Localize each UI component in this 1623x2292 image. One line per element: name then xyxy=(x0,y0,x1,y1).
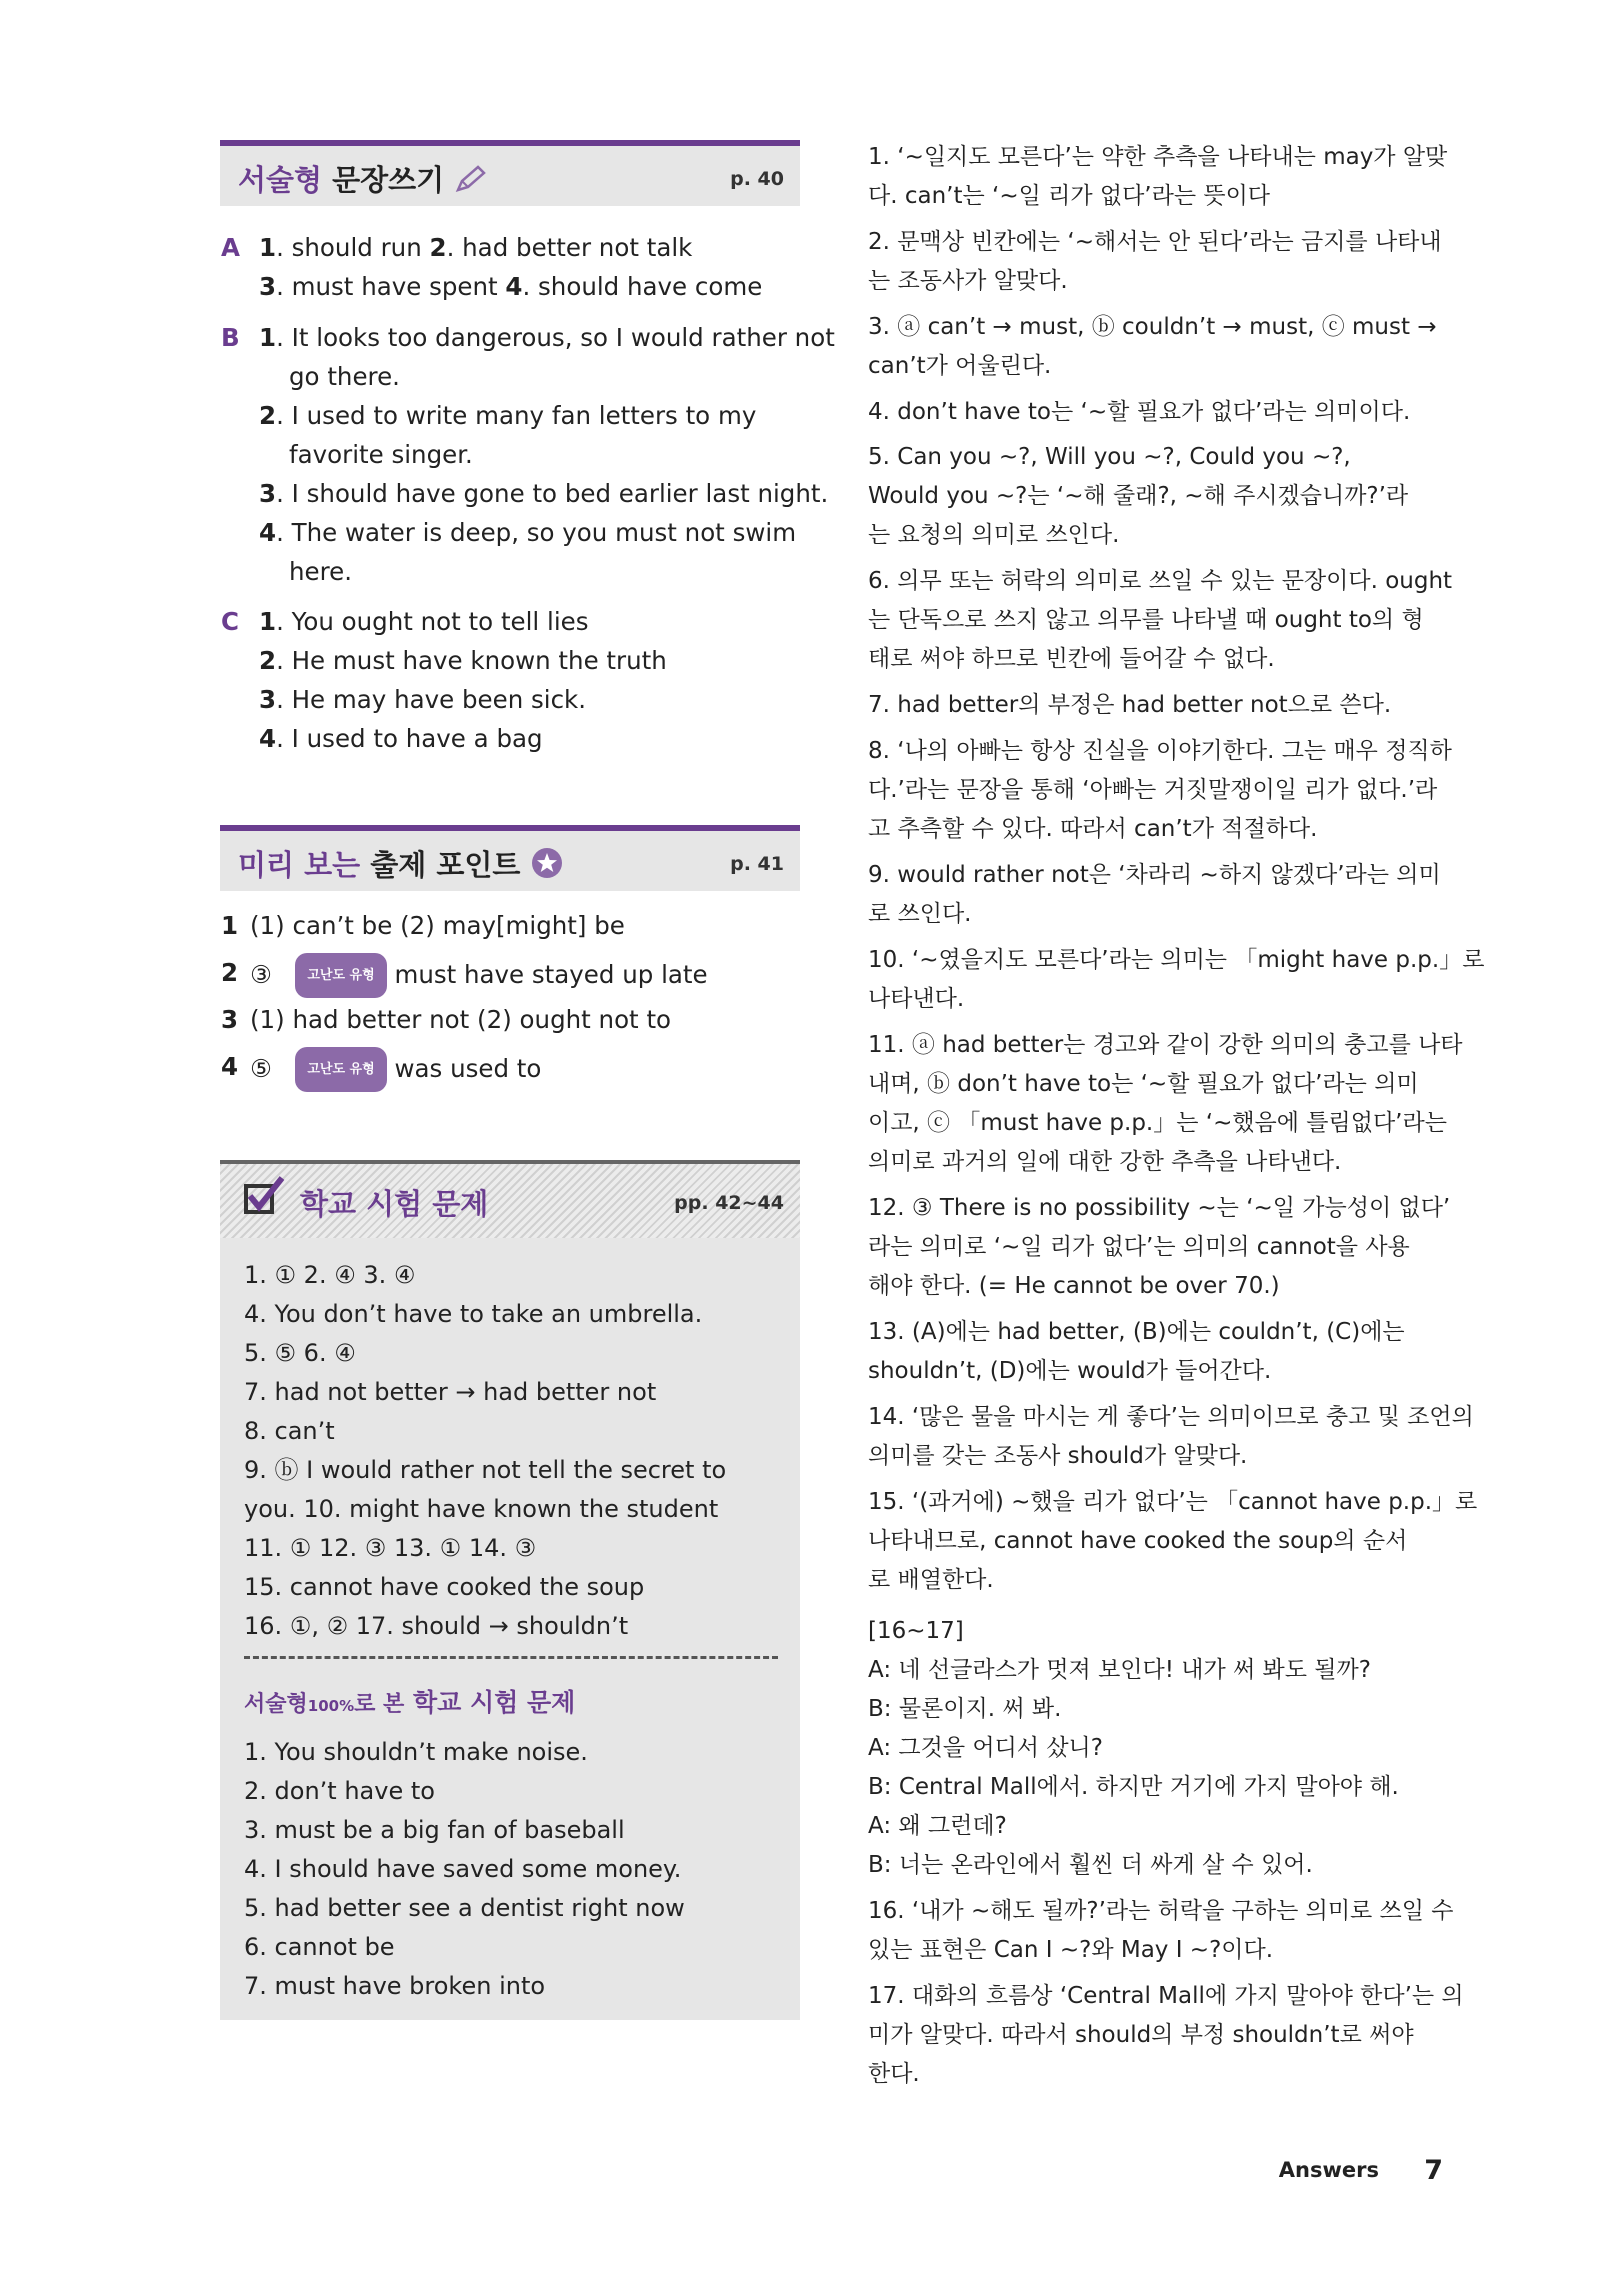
explanation-line: 나타낸다. xyxy=(868,986,965,1012)
answer-line xyxy=(250,1000,671,1039)
answer-line xyxy=(259,602,588,641)
answer-line xyxy=(250,953,708,998)
answer-line xyxy=(259,680,586,719)
answer-line: 5. had better see a dentist right now xyxy=(244,1894,685,1922)
answer-line: 7. had not better → had better not xyxy=(244,1378,657,1406)
answer-line xyxy=(259,318,835,357)
item-number: 4 xyxy=(259,724,277,753)
answer-line xyxy=(259,513,796,552)
explanation-line: 의미로 과거의 일에 대한 강한 추측을 나타낸다. xyxy=(868,1149,1342,1175)
item-number: 4 xyxy=(221,1052,239,1081)
explanation-line: 로 배열한다. xyxy=(868,1567,994,1593)
writing-section-title: 서술형 문장쓰기 xyxy=(238,158,488,201)
explanation-line: A: 네 선글라스가 멋져 보인다! 내가 써 봐도 될까? xyxy=(868,1657,1371,1683)
explanation-line: can’t가 어울린다. xyxy=(868,353,1052,379)
item-text: . It looks too dangerous, so I would rather not xyxy=(276,323,835,352)
explanation-line: 7. had better의 부정은 had better not으로 쓴다. xyxy=(868,692,1392,718)
explanation-line: 6. 의무 또는 허락의 의미로 쓰일 수 있는 문장이다. ought xyxy=(868,568,1453,594)
school-exam-title: 학교 시험 문제 xyxy=(300,1187,489,1221)
difficulty-badge: 고난도 유형 xyxy=(295,953,386,998)
explanation-line: 의미를 갖는 조동사 should가 알맞다. xyxy=(868,1443,1248,1469)
section-letter: B xyxy=(221,323,240,352)
answer-line: 1. ① 2. ④ 3. ④ xyxy=(244,1261,416,1289)
item-number: 1 xyxy=(221,911,239,940)
item-number: 3 xyxy=(221,1005,239,1034)
answer-line xyxy=(250,1047,541,1092)
item-number: 4 xyxy=(505,272,523,301)
explanation-line: 14. ‘많은 물을 마시는 게 좋다’는 의미이므로 충고 및 조언의 xyxy=(868,1404,1474,1430)
answer-line: you. 10. might have known the student xyxy=(244,1495,719,1523)
item-text: . must have spent xyxy=(276,272,506,301)
explanation-line: Would you ~?는 ‘~해 줄래?, ~해 주시겠습니까?’라 xyxy=(868,483,1409,509)
explanation-line: 2. 문맥상 빈칸에는 ‘~해서는 안 된다’라는 금지를 나타내 xyxy=(868,229,1442,255)
item-number: 1 xyxy=(259,323,277,352)
preview-section-title: 미리 보는 출제 포인트 xyxy=(238,843,563,886)
explanation-line: 다.’라는 문장을 통해 ‘아빠는 거짓말쟁이일 리가 없다.’라 xyxy=(868,777,1438,803)
answer-line: 3. must be a big fan of baseball xyxy=(244,1816,625,1844)
explanation-line: 나타내므로, cannot have cooked the soup의 순서 xyxy=(868,1528,1408,1554)
explanation-line: 라는 의미로 ‘~일 리가 없다’는 의미의 cannot을 사용 xyxy=(868,1234,1410,1260)
item-number: 1 xyxy=(259,233,277,262)
item-text: . I should have gone to bed earlier last night. xyxy=(276,479,829,508)
item-text: favorite singer. xyxy=(289,440,473,469)
explanation-line: [16~17] xyxy=(868,1618,964,1644)
item-number: 3 xyxy=(259,479,277,508)
answer-line: 7. must have broken into xyxy=(244,1972,546,2000)
explanation-line: 있는 표현은 Can I ~?와 May I ~?이다. xyxy=(868,1937,1274,1963)
item-text: must have stayed up late xyxy=(394,960,708,989)
answer-line xyxy=(259,641,667,680)
preview-section-page: p. 41 xyxy=(730,853,784,875)
item-text: ③ xyxy=(250,960,272,989)
answer-line: 15. cannot have cooked the soup xyxy=(244,1573,645,1601)
item-text: . He may have been sick. xyxy=(276,685,587,714)
section-letter: C xyxy=(221,607,239,636)
answer-line: 2. don’t have to xyxy=(244,1777,435,1805)
writing-section-header xyxy=(220,140,800,206)
explanation-line: 해야 한다. (= He cannot be over 70.) xyxy=(868,1273,1280,1299)
answer-line: 5. ⑤ 6. ④ xyxy=(244,1339,356,1367)
explanation-line: B: 너는 온라인에서 훨씬 더 싸게 살 수 있어. xyxy=(868,1852,1313,1878)
footer-label: Answers xyxy=(1278,2158,1379,2182)
explanation-line: shouldn’t, (D)에는 would가 들어간다. xyxy=(868,1358,1272,1384)
answer-line xyxy=(289,435,473,474)
explanation-line: 로 쓰인다. xyxy=(868,901,972,927)
item-text: ⑤ xyxy=(250,1054,272,1083)
school-subtitle: 서술형100%로 본 학교 시험 문제 xyxy=(244,1688,576,1717)
item-text: go there. xyxy=(289,362,400,391)
answer-line xyxy=(259,396,756,435)
item-text: . should run xyxy=(276,233,430,262)
answer-line xyxy=(259,474,828,513)
item-text: . I used to write many fan letters to my xyxy=(276,401,757,430)
explanation-line: 12. ③ There is no possibility ~는 ‘~일 가능성이 없다’ xyxy=(868,1195,1451,1221)
difficulty-badge: 고난도 유형 xyxy=(295,1047,386,1092)
explanation-line: 15. ‘(과거에) ~했을 리가 없다’는 「cannot have p.p.」로 xyxy=(868,1489,1478,1515)
item-number: 3 xyxy=(259,685,277,714)
answer-line xyxy=(289,357,400,396)
explanation-line: B: 물론이지. 써 봐. xyxy=(868,1696,1062,1722)
item-text: was used to xyxy=(394,1054,542,1083)
item-text: (1) can’t be (2) may[might] be xyxy=(250,911,625,940)
answer-line: 4. You don’t have to take an umbrella. xyxy=(244,1300,703,1328)
school-exam-header xyxy=(220,1160,800,1238)
item-text: . I used to have a bag xyxy=(276,724,543,753)
answer-line: 8. can’t xyxy=(244,1417,335,1445)
item-text: . He must have known the truth xyxy=(276,646,667,675)
explanation-line: 한다. xyxy=(868,2061,920,2087)
answer-line xyxy=(289,552,352,591)
explanation-line: 13. (A)에는 had better, (B)에는 couldn’t, (C)에는 xyxy=(868,1319,1405,1345)
star-icon xyxy=(531,847,563,886)
explanation-line: 4. don’t have to는 ‘~할 필요가 없다’라는 의미이다. xyxy=(868,399,1411,425)
school-exam-page: pp. 42~44 xyxy=(674,1192,784,1214)
page-number: 7 xyxy=(1424,2155,1443,2186)
explanation-line: 9. would rather not은 ‘차라리 ~하지 않겠다’라는 의미 xyxy=(868,862,1441,888)
explanation-line: 8. ‘나의 아빠는 항상 진실을 이야기한다. 그는 매우 정직하 xyxy=(868,738,1452,764)
item-number: 3 xyxy=(259,272,277,301)
explanation-line: 는 요청의 의미로 쓰인다. xyxy=(868,522,1120,548)
explanation-line: 이고, ⓒ 「must have p.p.」는 ‘~했음에 틀림없다’라는 xyxy=(868,1110,1447,1136)
answer-line: 16. ①, ② 17. should → shouldn’t xyxy=(244,1612,629,1640)
item-text: . had better not talk xyxy=(446,233,693,262)
checkbox-icon xyxy=(242,1174,286,1222)
explanation-line: 11. ⓐ had better는 경고와 같이 강한 의미의 충고를 나타 xyxy=(868,1032,1463,1058)
answer-line: 1. You shouldn’t make noise. xyxy=(244,1738,588,1766)
explanation-line: 16. ‘내가 ~해도 될까?’라는 허락을 구하는 의미로 쓰일 수 xyxy=(868,1898,1454,1924)
answer-line: 4. I should have saved some money. xyxy=(244,1855,682,1883)
explanation-line: 17. 대화의 흐름상 ‘Central Mall에 가지 말아야 한다’는 의 xyxy=(868,1983,1464,2009)
explanation-line: 는 단독으로 쓰지 않고 의무를 나타낼 때 ought to의 형 xyxy=(868,607,1424,633)
item-number: 4 xyxy=(259,518,277,547)
explanation-line: 1. ‘~일지도 모른다’는 약한 추측을 나타내는 may가 알맞 xyxy=(868,144,1448,170)
explanation-line: 다. can’t는 ‘~일 리가 없다’라는 뜻이다 xyxy=(868,183,1271,209)
section-letter: A xyxy=(221,233,240,262)
item-number: 1 xyxy=(259,607,277,636)
item-text: . should have come xyxy=(522,272,763,301)
item-number: 2 xyxy=(429,233,447,262)
item-number: 2 xyxy=(259,401,277,430)
answer-line: 9. ⓑ I would rather not tell the secret to xyxy=(244,1456,727,1484)
explanation-line: A: 그것을 어디서 샀니? xyxy=(868,1735,1103,1761)
explanation-line: 내며, ⓑ don’t have to는 ‘~할 필요가 없다’라는 의미 xyxy=(868,1071,1419,1097)
explanation-line: 3. ⓐ can’t → must, ⓑ couldn’t → must, ⓒ must → xyxy=(868,314,1437,340)
explanation-line: A: 왜 그런데? xyxy=(868,1813,1007,1839)
item-number: 2 xyxy=(259,646,277,675)
dashed-divider xyxy=(244,1656,778,1659)
item-text: . You ought not to tell lies xyxy=(276,607,589,636)
preview-section-header xyxy=(220,825,800,891)
answer-line xyxy=(250,906,625,945)
explanation-line: 태로 써야 하므로 빈칸에 들어갈 수 없다. xyxy=(868,646,1275,672)
explanation-line: 고 추측할 수 있다. 따라서 can’t가 적절하다. xyxy=(868,816,1318,842)
explanation-line: 10. ‘~였을지도 모른다’라는 의미는 「might have p.p.」로 xyxy=(868,947,1485,973)
item-text: here. xyxy=(289,557,352,586)
answer-line xyxy=(259,228,692,267)
item-text: (1) had better not (2) ought not to xyxy=(250,1005,672,1034)
item-text: . The water is deep, so you must not swim xyxy=(276,518,797,547)
answer-line xyxy=(259,719,543,758)
writing-section-page: p. 40 xyxy=(730,168,784,190)
pencil-icon xyxy=(454,164,488,201)
answer-line: 11. ① 12. ③ 13. ① 14. ③ xyxy=(244,1534,537,1562)
answer-line: 6. cannot be xyxy=(244,1933,395,1961)
answer-line xyxy=(259,267,762,306)
explanation-line: 미가 알맞다. 따라서 should의 부정 shouldn’t로 써야 xyxy=(868,2022,1414,2048)
item-number: 2 xyxy=(221,958,239,987)
explanation-line: 5. Can you ~?, Will you ~?, Could you ~?, xyxy=(868,444,1351,470)
explanation-line: 는 조동사가 알맞다. xyxy=(868,268,1068,294)
explanation-line: B: Central Mall에서. 하지만 거기에 가지 말아야 해. xyxy=(868,1774,1399,1800)
